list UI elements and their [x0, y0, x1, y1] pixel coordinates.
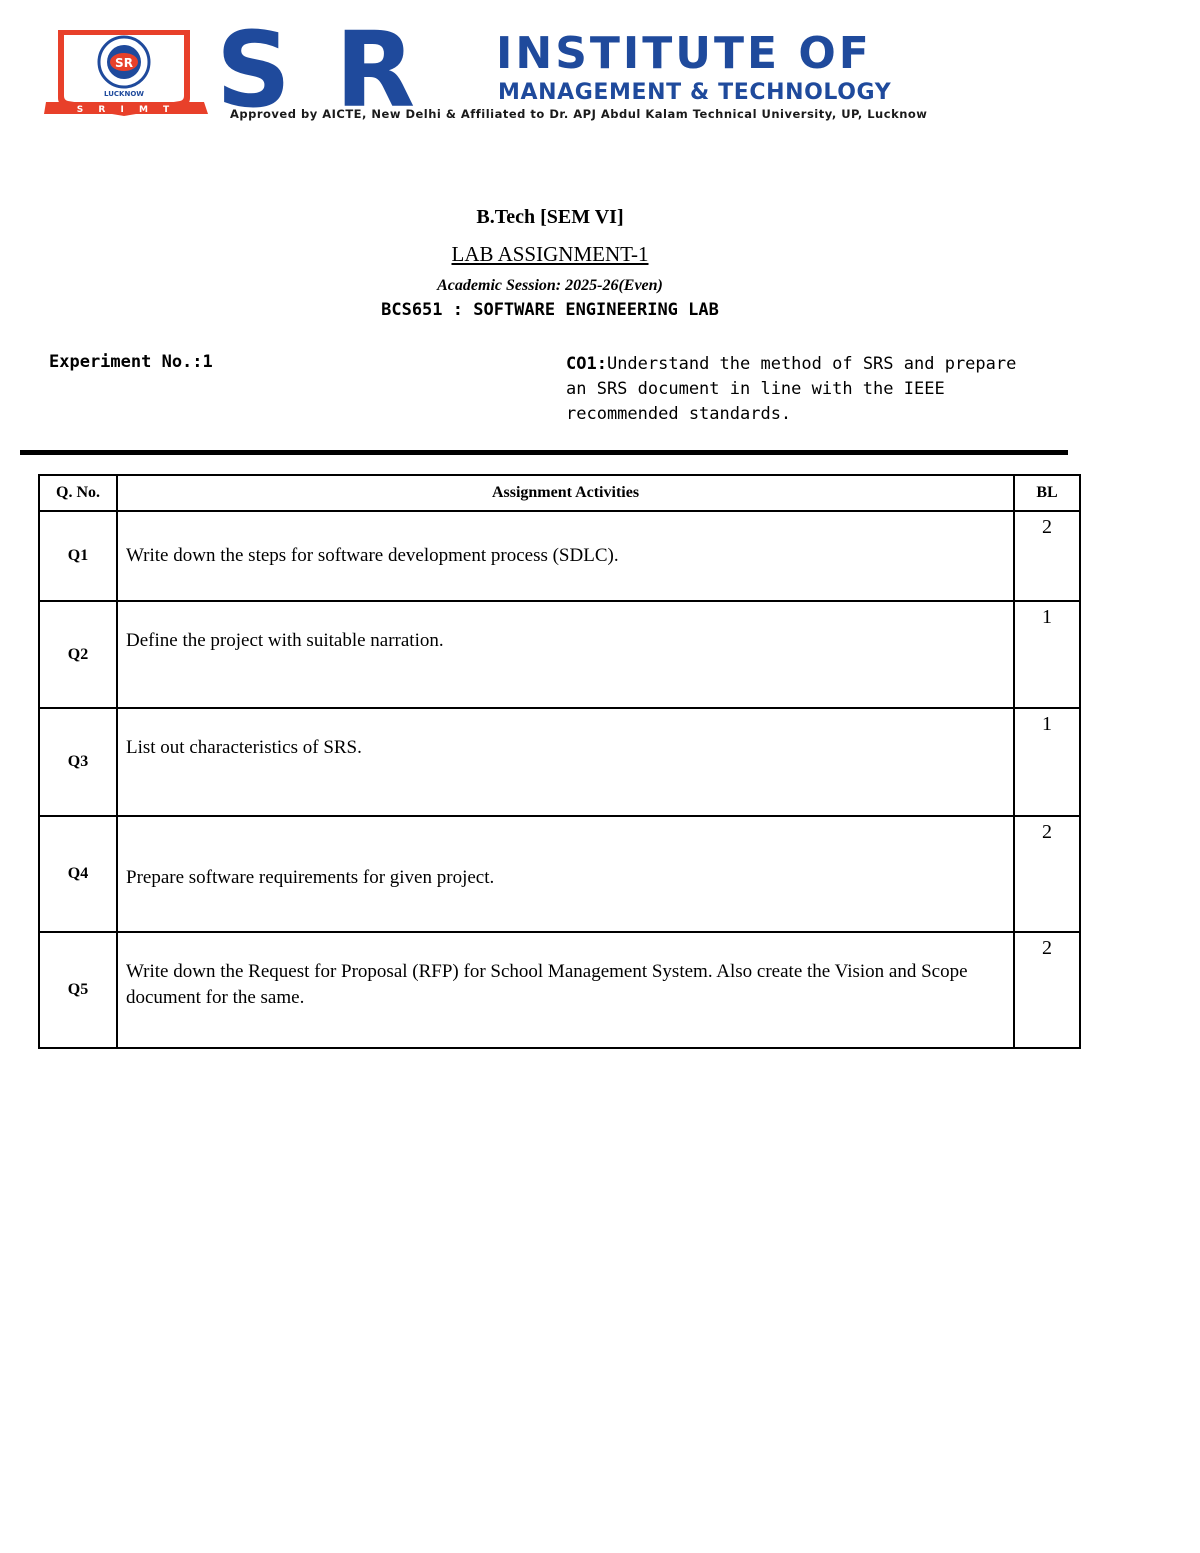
lab-assignment-title: LAB ASSIGNMENT-1: [451, 242, 649, 266]
qno-cell: Q4: [39, 816, 117, 932]
qno-cell: Q1: [39, 511, 117, 601]
bl-cell: 2: [1014, 816, 1080, 932]
activity-cell: [117, 708, 1014, 816]
bl-cell: 2: [1014, 932, 1080, 1048]
approval-text: Approved by AICTE, New Delhi & Affiliated to Dr. APJ Abdul Kalam Technical University, UP, Lucknow: [230, 107, 928, 121]
activity-text: Define the project with suitable narration.: [126, 630, 444, 651]
bl-cell: 2: [1014, 511, 1080, 601]
logo-center-text: SR: [115, 56, 133, 70]
table-row: [39, 932, 1080, 1048]
activity-text: Write down the steps for software development process (SDLC).: [126, 545, 619, 566]
header-activities: Assignment Activities: [117, 475, 1014, 511]
activity-cell: [117, 932, 1014, 1048]
activity-cell: [117, 511, 1014, 601]
activity-cell: [117, 601, 1014, 708]
table-row: [39, 708, 1080, 816]
logo-ribbon-text: S R I M T: [76, 105, 176, 115]
brand-letters: S R: [216, 9, 420, 131]
activity-text: Write down the Request for Proposal (RFP) for School Management System. Also create the Vision and Scope document for the same.: [126, 961, 968, 1008]
institute-header: [44, 9, 1064, 131]
course-outcome: [566, 352, 1046, 427]
co-label: CO1:: [566, 354, 607, 374]
activity-text: List out characteristics of SRS.: [126, 737, 362, 758]
co-text: Understand the method of SRS and prepare an SRS document in line with the IEEE recommended standards.: [566, 354, 1017, 424]
course-title: B.Tech [SEM VI]: [476, 206, 624, 228]
institute-name-line1: INSTITUTE OF: [496, 28, 872, 79]
qno-cell: Q2: [39, 601, 117, 708]
table-row: [39, 601, 1080, 708]
assignment-table: [38, 474, 1081, 1049]
table-row: [39, 816, 1080, 932]
activity-text: Prepare software requirements for given project.: [126, 867, 495, 888]
academic-session: Academic Session: 2025-26(Even): [437, 277, 663, 294]
logo-city-text: LUCKNOW: [104, 90, 144, 98]
divider: [20, 450, 1068, 455]
header-bl: BL: [1014, 475, 1080, 511]
activity-cell: [117, 816, 1014, 932]
qno-cell: Q3: [39, 708, 117, 816]
header-qno: Q. No.: [39, 475, 117, 511]
bl-cell: 1: [1014, 601, 1080, 708]
institute-logo: [44, 24, 209, 119]
institute-name-line2: MANAGEMENT & TECHNOLOGY: [498, 80, 892, 105]
table-row: [39, 511, 1080, 601]
subject-code: BCS651 : SOFTWARE ENGINEERING LAB: [381, 300, 719, 320]
bl-cell: 1: [1014, 708, 1080, 816]
qno-cell: Q5: [39, 932, 117, 1048]
table-header-row: [39, 475, 1080, 511]
experiment-number: Experiment No.:1: [49, 352, 213, 372]
